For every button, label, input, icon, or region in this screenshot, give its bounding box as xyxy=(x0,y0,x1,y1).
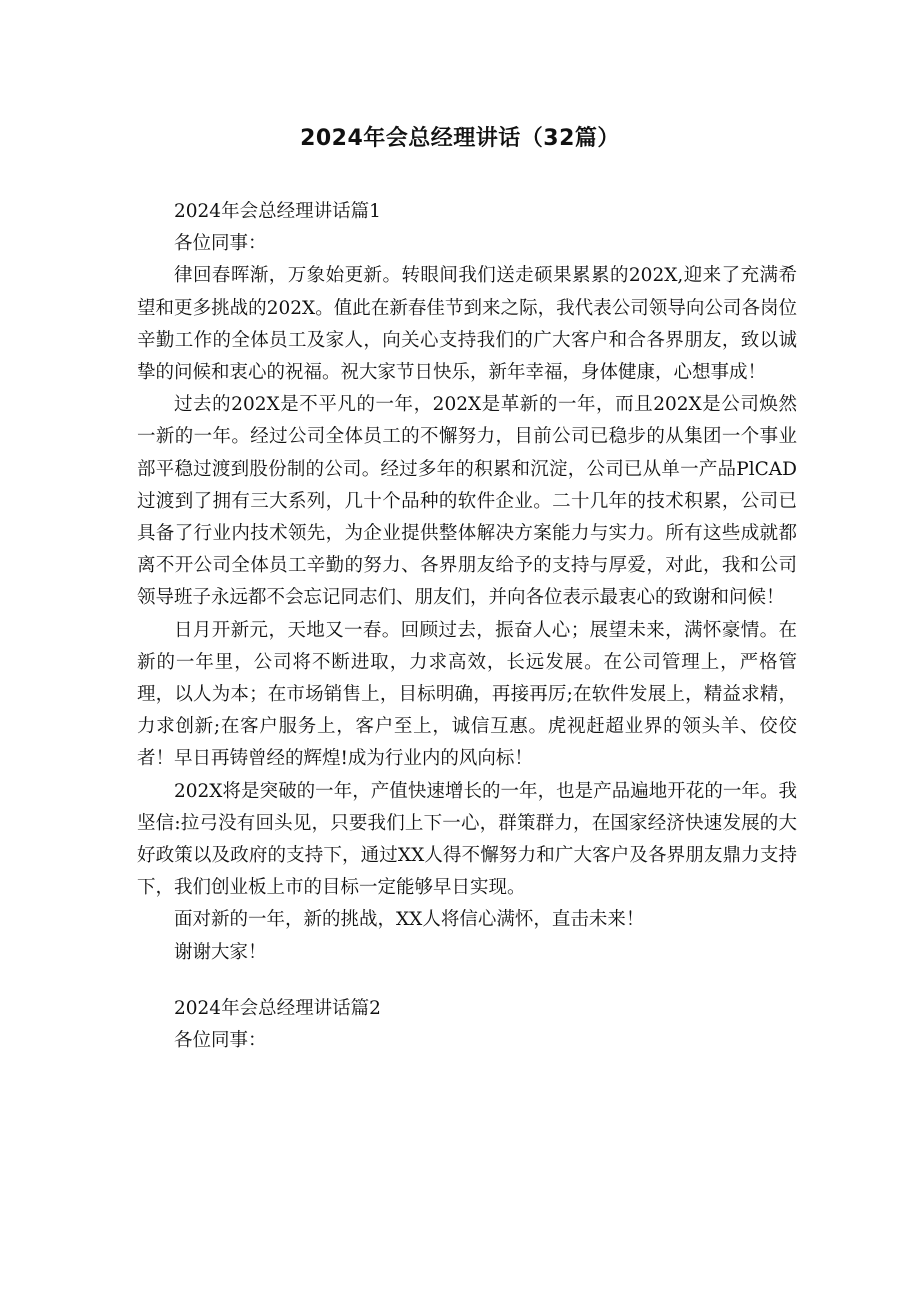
paragraph: 面对新的一年，新的挑战，XX人将信心满怀，直击未来！ xyxy=(174,909,645,931)
paragraph: 日月开新元，天地又一春。回顾过去，振奋人心；展望未来，满怀豪情。在新的一年里，公司将不断进取，力求高效，长远发展。在公司管理上，严格管理，以人为本；在市场销售上，目标明确，再接再厉;在软件发展上，精益求精，力求创新;在客户服务上，客户至上，诚信互惠。虎视赶超业界的领头羊、佼佼者！早日再铸曾经的辉煌!成为行业内的风向标！ xyxy=(137,619,797,770)
section-heading: 2024年会总经理讲话篇1 xyxy=(174,201,381,222)
greeting: 各位同事： xyxy=(174,233,267,255)
document-title: 2024年会总经理讲话（32篇） xyxy=(300,126,620,151)
section-heading: 2024年会总经理讲话篇2 xyxy=(174,997,381,1019)
greeting: 各位同事： xyxy=(174,1030,267,1052)
paragraph: 202X将是突破的一年，产值快速增长的一年，也是产品遍地开花的一年。我坚信:拉弓没有回头见，只要我们上下一心，群策群力，在国家经济快速发展的大好政策以及政府的支持下，通过XX人得不懈努力和广大客户及各界朋友鼎力支持下，我们创业板上市的目标一定能够早日实现。 xyxy=(137,780,797,899)
document-body xyxy=(137,196,797,1057)
paragraph: 过去的202X是不平凡的一年，202X是革新的一年，而且202X是公司焕然一新的一年。经过公司全体员工的不懈努力，目前公司已稳步的从集团一个事业部平稳过渡到股份制的公司。经过多年的积累和沉淀，公司已从单一产品PlCAD过渡到了拥有三大系列，几十个品种的软件企业。二十几年的技术积累，公司已具备了行业内技术领先，为企业提供整体解决方案能力与实力。所有这些成就都离不开公司全体员工辛勤的努力、各界朋友给予的支持与厚爱，对此，我和公司领导班子永远都不会忘记同志们、朋友们，并向各位表示最衷心的致谢和问候！ xyxy=(137,394,797,609)
closing-line: 谢谢大家！ xyxy=(174,941,267,963)
paragraph: 律回春晖渐，万象始更新。转眼间我们送走硕果累累的202X,迎来了充满希望和更多挑战的202X。值此在新春佳节到来之际，我代表公司领导向公司各岗位辛勤工作的全体员工及家人，向关心支持我们的广大客户和合各界朋友，致以诚挚的问候和衷心的祝福。祝大家节日快乐，新年幸福，身体健康，心想事成！ xyxy=(137,265,797,384)
